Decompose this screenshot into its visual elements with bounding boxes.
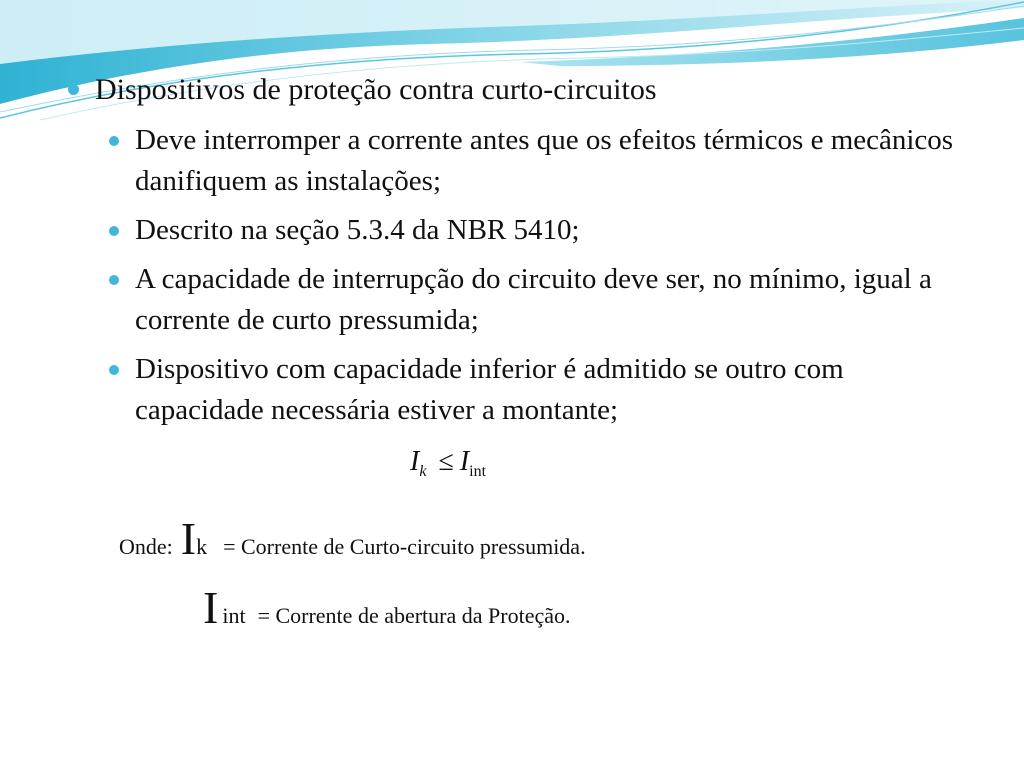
sub-bullet-1 — [109, 120, 969, 202]
main-bullet — [68, 69, 968, 110]
bullet-dot-icon — [68, 84, 79, 95]
bullet-dot-icon — [109, 365, 119, 375]
definition-symbol: I — [203, 582, 219, 633]
definition-symbol: I — [180, 513, 197, 564]
sub-bullet-text: Descrito na seção 5.3.4 da NBR 5410; — [135, 214, 580, 246]
definition-sub: int — [222, 603, 246, 628]
sub-bullet-text: Dispositivo com capacidade inferior é admitido se outro com capacidade necessária estiver a montante; — [135, 353, 844, 426]
sub-bullet-2 — [109, 210, 969, 251]
sub-bullet-text: Deve interromper a corrente antes que os efeitos térmicos e mecânicos danifiquem as instalações; — [135, 124, 954, 197]
main-bullet-text: Dispositivos de proteção contra curto-circuitos — [95, 73, 657, 106]
definition-sub: k — [196, 534, 208, 559]
definition-text: = Corrente de Curto-circuito pressumida. — [223, 534, 586, 559]
sub-bullet-3 — [109, 259, 969, 341]
bullet-dot-icon — [109, 275, 119, 285]
definition-ik — [119, 512, 586, 565]
formula-rhs-sub: int — [469, 463, 487, 480]
formula-lhs-symbol: I — [410, 446, 420, 477]
bullet-dot-icon — [109, 226, 119, 236]
sub-bullet-4 — [109, 349, 969, 431]
formula-lhs-sub: k — [419, 463, 427, 480]
definition-lead: Onde: — [119, 534, 173, 559]
bullet-dot-icon — [109, 136, 119, 146]
definition-iint — [203, 581, 571, 634]
formula-rhs-symbol: I — [459, 446, 470, 477]
formula-ik-le-iint — [410, 446, 486, 481]
formula-operator: ≤ — [438, 446, 454, 477]
definition-text: = Corrente de abertura da Proteção. — [257, 603, 571, 628]
sub-bullet-text: A capacidade de interrupção do circuito deve ser, no mínimo, igual a corrente de curto pressumida; — [135, 263, 932, 336]
